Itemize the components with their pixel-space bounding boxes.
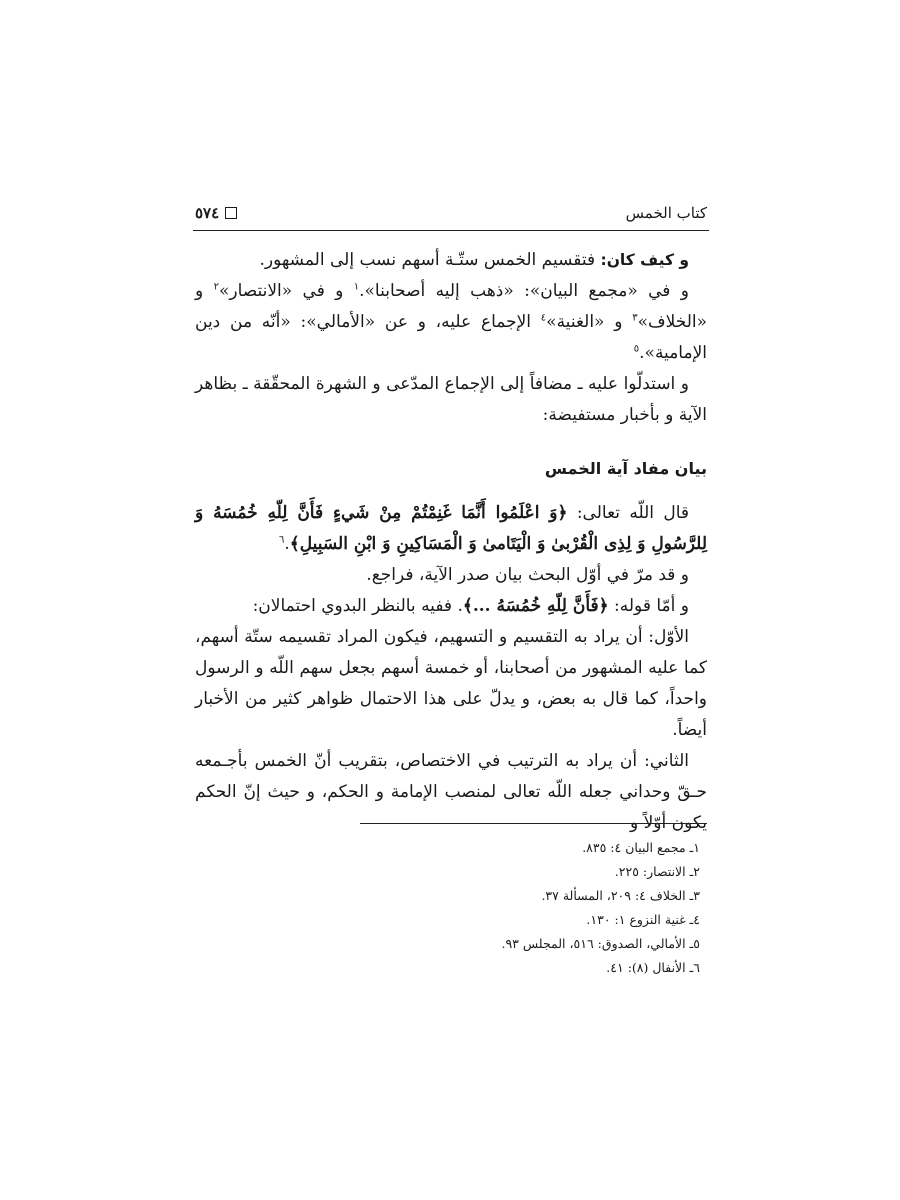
running-header — [195, 200, 707, 226]
header-rule — [193, 230, 709, 231]
footnote: ١ـ مجمع البيان ٤: ٨٣٥. — [582, 840, 700, 855]
paragraph-4: قال اللّه تعالى: ﴿وَ اعْلَمُوا أَنَّمَا غَنِمْتُمْ مِنْ شَيءٍ فَأَنَّ لِلّهِ خُمُسَهُ وَ لِلرَّسُولِ وَ لِذِى الْقُرْبىٰ وَ الْيَتَامىٰ وَ الْمَسَاكِينِ وَ ابْنِ السَبِيلِ﴾.$^٦$ — [195, 503, 707, 554]
paragraph-2: و في «مجمع البيان»: «ذهب إليه أصحابنا».$^١$ و في «الانتصار»$^٢$ و «الخلاف»$^٣$ و «الغنية»$^٤$ الإجماع عليه، و عن «الأمالي»: «أنّه من دين الإمامية».$^٥$ — [195, 281, 708, 363]
header-page-number — [195, 204, 237, 222]
footnote-ref: ٥ — [633, 343, 640, 355]
section-heading: بيان مفاد آية الخمس — [544, 459, 707, 478]
footnote: ٤ـ غنية النزوع ١: ١٣٠. — [586, 912, 700, 927]
square-icon — [225, 207, 237, 219]
footnotes — [360, 836, 700, 980]
footnote-ref: ٤ — [540, 312, 547, 324]
paragraph-1: و كيف كان: فتقسيم الخمس ستّـة أسهم نسب إلى المشهور. — [259, 250, 689, 270]
paragraph-6: و أمّا قوله: ﴿فَأَنَّ لِلّهِ خُمُسَهُ ...﴾. ففيه بالنظر البدوي احتمالان: — [252, 596, 689, 616]
footnote-ref: ٢ — [213, 281, 219, 293]
footnote: ٣ـ الخلاف ٤: ٢٠٩، المسألة ٣٧. — [541, 888, 700, 903]
paragraph-3: و استدلّوا عليه ـ مضافاً إلى الإجماع المدّعى و الشهرة المحقّقة ـ بظاهر الآية و بأخبار مستفيضة: — [195, 374, 707, 425]
paragraph-5: و قد مرّ في أوّل البحث بيان صدر الآية، فراجع. — [366, 565, 689, 585]
footnote: ٦ـ الأنفال (٨): ٤١. — [606, 960, 700, 975]
footnote-ref: ٦ — [279, 534, 285, 546]
page-number: ٥٧٤ — [195, 204, 220, 222]
quran-verse: ﴿فَأَنَّ لِلّهِ خُمُسَهُ ...﴾ — [462, 596, 609, 616]
footnote-rule — [360, 823, 707, 824]
paragraph-8: الثاني: أن يراد به الترتيب في الاختصاص، بتقريب أنّ الخمس بأجـمعه حـقّ وحداني جعله اللّه تعالى لمنصب الإمامة و الحكم، و حيث إنّ الحكم يكون أوّلاً و — [195, 751, 707, 833]
footnote: ٢ـ الانتصار: ٢٢٥. — [614, 864, 700, 879]
main-text — [195, 245, 707, 839]
lead-phrase: و كيف كان: — [600, 251, 689, 269]
quran-verse: ﴿وَ اعْلَمُوا أَنَّمَا غَنِمْتُمْ مِنْ شَيءٍ فَأَنَّ لِلّهِ خُمُسَهُ وَ لِلرَّسُولِ وَ لِذِى الْقُرْبىٰ وَ الْيَتَامىٰ وَ الْمَسَاكِينِ وَ ابْنِ السَبِيلِ﴾ — [195, 503, 707, 554]
footnote-ref: ٣ — [632, 312, 638, 324]
footnote-ref: ١ — [353, 281, 360, 293]
header-title: كتاب الخمس — [625, 204, 707, 222]
footnote: ٥ـ الأمالي، الصدوق: ٥١٦، المجلس ٩٣. — [501, 936, 700, 951]
paragraph-7: الأوّل: أن يراد به التقسيم و التسهيم، فيكون المراد تقسيمه ستّة أسهم، كما عليه المشهور من أصحابنا، أو خمسة أسهم بجعل سهم اللّه و الرسول واحداً، كما قال به بعض، و يدلّ على هذا الاحتمال ظواهر كثير من الأخبار أيضاً. — [195, 627, 707, 740]
